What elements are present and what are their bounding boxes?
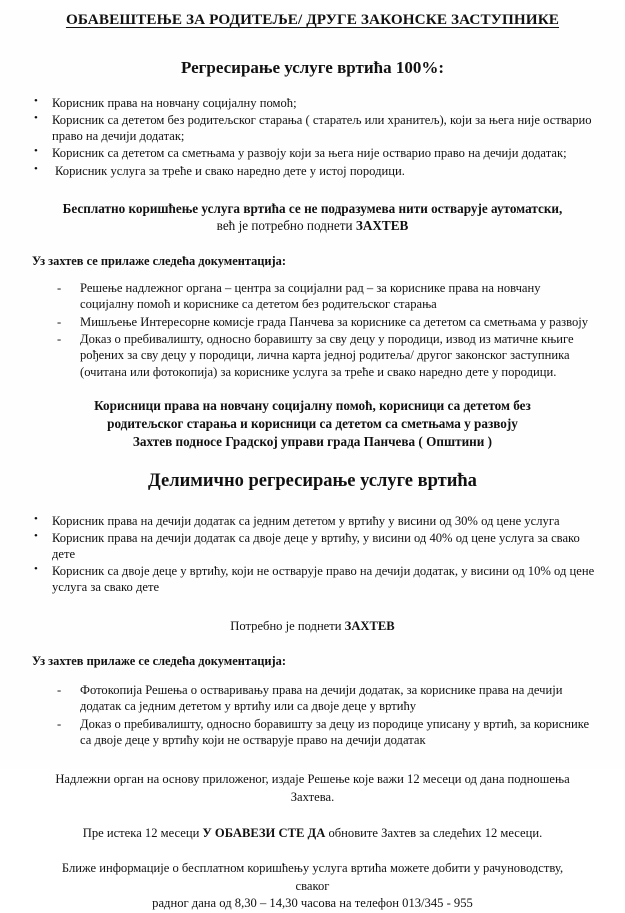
list-item: • Корисник са дететом са сметњама у развоју који за њега није остварио право на дечији додатак;	[0, 145, 625, 161]
docs-heading-1: Уз захтев се прилаже следећа документација:	[32, 254, 287, 269]
list-item: • Корисник са двоје деце у вртићу, који не остварује право на дечији додатак, у висини од 10% од цене услуга за свако дете	[0, 563, 625, 595]
required-application-line	[0, 618, 625, 635]
docs-list-2	[0, 682, 625, 748]
list-item: - Решење надлежног органа – центра за социјални рад – за кориснике права на новчану социјалну помоћ и кориснике са дететом без родитељског старања	[0, 280, 625, 313]
full-subsidy-bullet-list	[0, 95, 625, 179]
list-item: • Корисник права на новчану социјалну помоћ;	[0, 95, 625, 111]
heading-full-subsidy: Регресирање услуге вртића 100%:	[180, 58, 445, 77]
notice-line-2-emphasis: ЗАХТЕВ	[355, 218, 409, 234]
notice-line-1: Бесплатно коришћење услуга вртића се не подразумева нити остварује аутоматски,	[62, 200, 563, 216]
closing-paragraph-2-prefix: Пре истека 12 месеци	[82, 825, 203, 840]
closing-paragraph-3-line-2: радног дана од 8,30 – 14,30 часова на телефон 013/345 - 955	[152, 896, 473, 911]
closing-paragraph-2-suffix: обновите Захтев за следећих 12 месеци.	[325, 825, 543, 840]
list-item: • Корисник права на дечији додатак са двоје деце у вртићу, у висини од 40% од цене услуга за свако дете	[0, 530, 625, 562]
list-item: - Фотокопија Решења о остваривању права на дечији додатак, за кориснике права на дечији додатак са једним дететом у вртићу или са двоје деце у вртићу	[0, 682, 625, 715]
notice-line-2-prefix: већ је потребно поднети	[216, 218, 356, 234]
list-item: - Доказ о пребивалишту, односно боравишту за децу из породице уписану у вртић, за кориснике са двоје деце у вртићу који не остварује право на дечији додатак	[0, 716, 625, 749]
partial-subsidy-bullet-list	[0, 513, 625, 596]
closing-paragraph-2-emphasis: У ОБАВЕЗИ СТЕ ДА	[202, 825, 326, 840]
docs-list-1	[0, 280, 625, 380]
applicants-line-3: Захтев подносе Градској управи града Панчева ( Општини )	[132, 433, 493, 449]
document-page	[0, 10, 625, 911]
page-title	[0, 10, 625, 29]
applicants-line-2: родитељског старања и корисници са дететом са сметњама у развоју	[107, 415, 518, 431]
list-item: • Корисник услуга за треће и свако наредно дете у истој породици.	[0, 163, 625, 179]
list-item: • Корисник права на дечији додатак са једним дететом у вртићу у висини од 30% од цене услуга	[0, 513, 625, 529]
applicants-line-1: Корисници права на новчану социјалну помоћ, корисници са дететом без	[94, 398, 531, 414]
required-application-prefix: Потребно је поднети	[230, 619, 345, 634]
list-item: - Доказ о пребивалишту, односно боравишту за сву децу у породици, извод из матичне књиге рођених за сву децу у породици, лична карта једној родитеља/ другог законског заступника (очитана или фотокопија) за кориснике услуга за треће и свако наредно дете у породици.	[0, 331, 625, 380]
list-item: • Корисник са дететом без родитељског старања ( старатељ или хранитељ), који за њега није остварио право на дечији додатак;	[0, 112, 625, 144]
heading-partial-subsidy: Делимично регресирање услуге вртића	[148, 470, 477, 491]
docs-heading-2: Уз захтев прилаже се следећа документација:	[32, 654, 287, 669]
closing-paragraph-2	[0, 825, 625, 843]
closing-paragraph-1: Надлежни орган на основу приложеног, издаје Решење које важи 12 месеци од дана подношења Захтева.	[55, 772, 570, 804]
list-item: - Мишљење Интересорне комисје града Панчева за кориснике са дететом са сметњама у развоју	[0, 314, 625, 330]
notice-line-2	[0, 217, 625, 235]
page-title-text: ОБАВЕШТЕЊЕ ЗА РОДИТЕЉЕ/ ДРУГЕ ЗАКОНСКЕ ЗАСТУПНИКЕ	[65, 11, 560, 28]
required-application-emphasis: ЗАХТЕВ	[344, 619, 395, 634]
closing-paragraph-3-line-1: Ближе информације о бесплатном коришћењу услуга вртића можете добити у рачуноводству, сваког	[61, 861, 564, 893]
